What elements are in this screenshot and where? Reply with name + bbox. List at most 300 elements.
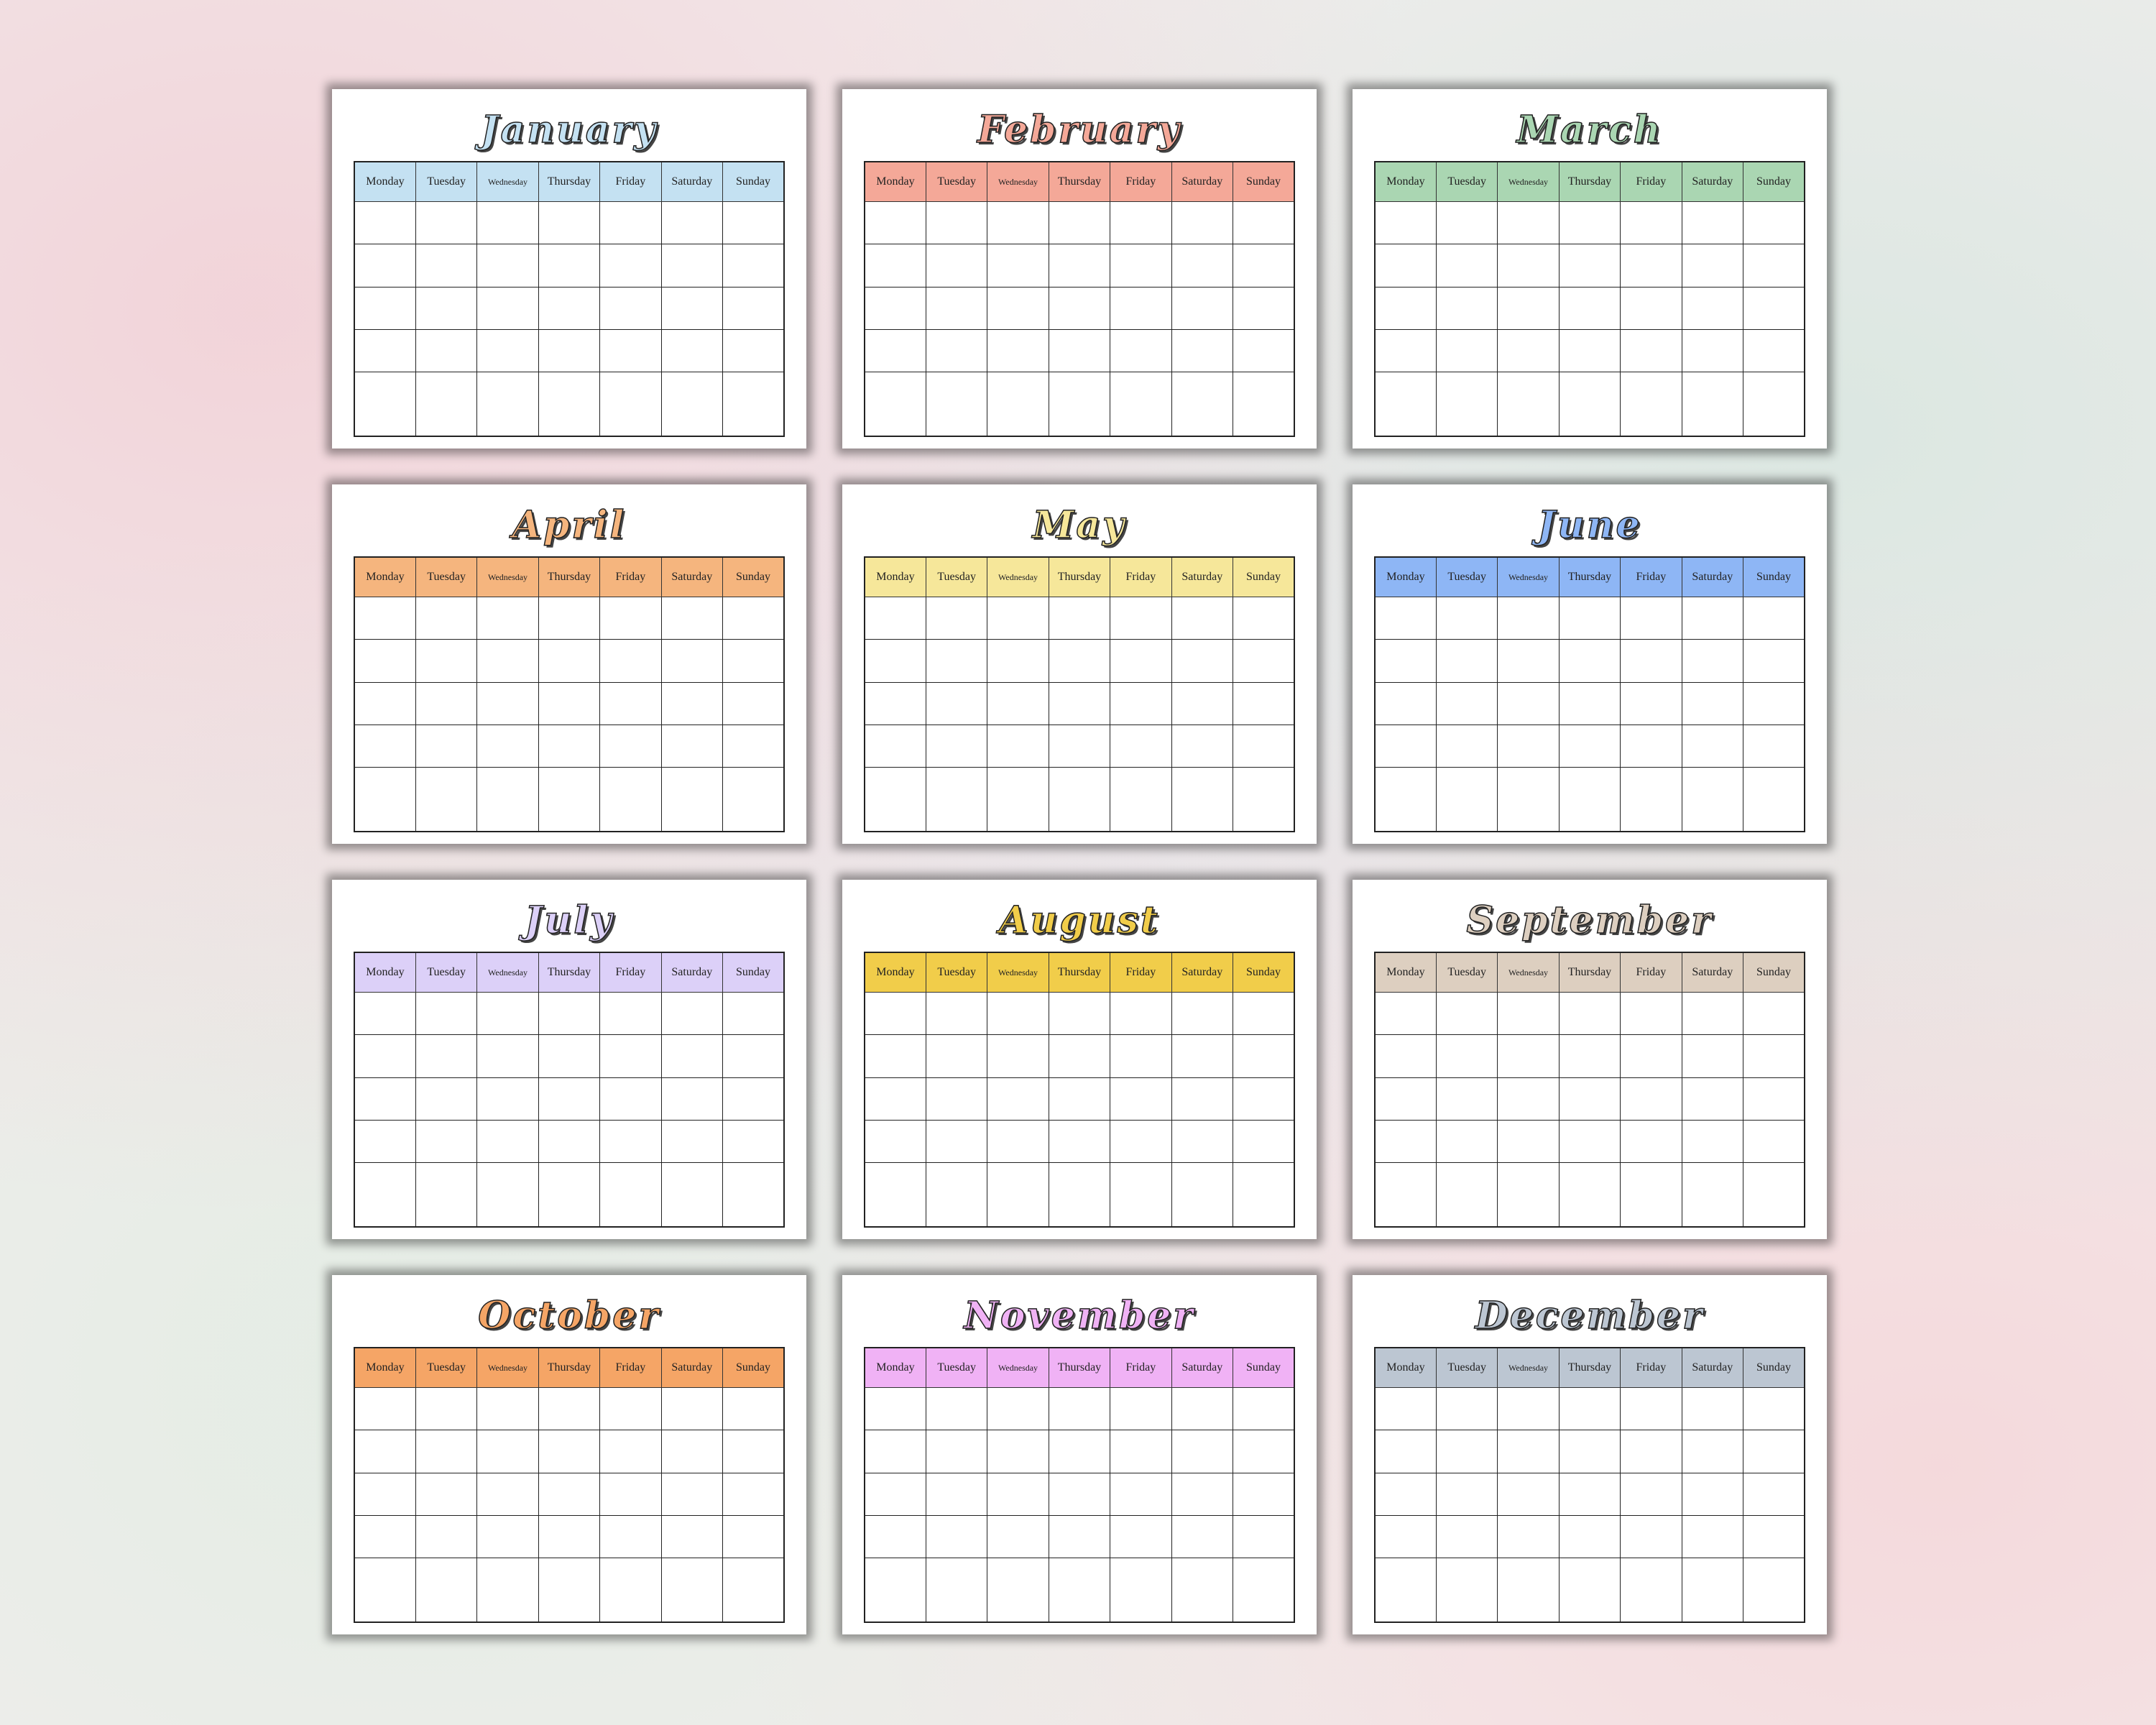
day-cell [1559,244,1620,287]
weekday-header: Saturday [1171,162,1233,202]
weekday-header: Monday [354,952,415,993]
day-cell [723,640,784,682]
day-cell [661,1163,722,1227]
day-cell [1049,1516,1110,1558]
month-sheet [332,880,806,1239]
day-cell [415,202,476,244]
week-row [865,1430,1294,1473]
weekday-header: Friday [1110,1348,1171,1388]
day-cell [477,202,538,244]
day-cell [926,1516,987,1558]
day-cell [1621,597,1682,640]
day-cell [1233,768,1294,832]
day-cell [600,597,661,640]
day-cell [415,1473,476,1515]
week-row [1375,993,1805,1035]
week-row [1375,202,1805,244]
weekday-header: Saturday [1682,162,1743,202]
day-cell [600,287,661,329]
day-cell [1375,597,1436,640]
day-cell [1436,1558,1497,1622]
day-cell [987,202,1049,244]
day-cell [1110,330,1171,372]
day-cell [1375,1388,1436,1430]
day-cell [723,1473,784,1515]
day-cell [415,1388,476,1430]
day-cell [600,330,661,372]
day-cell [1559,1035,1620,1077]
day-cell [987,993,1049,1035]
day-cell [1559,993,1620,1035]
week-row [354,1121,784,1163]
day-cell [1682,768,1743,832]
day-cell [1110,1516,1171,1558]
day-cell [477,330,538,372]
weekday-header: Saturday [661,162,722,202]
day-cell [865,1035,926,1077]
month-sheet [332,89,806,448]
week-row [1375,1077,1805,1120]
day-cell [354,372,415,436]
day-cell [1621,372,1682,436]
day-cell [661,1473,722,1515]
day-cell [1621,1473,1682,1515]
day-cell [661,1077,722,1120]
day-cell [600,244,661,287]
day-cell [1436,993,1497,1035]
weekday-header: Monday [865,557,926,597]
day-cell [1559,1430,1620,1473]
day-cell [600,1121,661,1163]
day-cell [1049,682,1110,724]
week-row [354,1516,784,1558]
day-cell [723,725,784,768]
day-cell [477,1473,538,1515]
weekday-header: Thursday [1559,952,1620,993]
day-cell [1110,1558,1171,1622]
day-cell [926,1558,987,1622]
day-cell [1375,287,1436,329]
day-cell [1110,202,1171,244]
day-cell [1559,682,1620,724]
day-cell [723,372,784,436]
day-cell [987,287,1049,329]
weekday-header: Wednesday [477,557,538,597]
week-row [865,287,1294,329]
day-cell [1233,1163,1294,1227]
weekday-header: Monday [865,1348,926,1388]
day-cell [1498,1121,1559,1163]
day-cell [538,287,599,329]
day-cell [1233,372,1294,436]
day-cell [354,725,415,768]
calendar-table [864,1347,1295,1623]
day-cell [1498,725,1559,768]
weekday-header: Sunday [1233,1348,1294,1388]
week-row [1375,1163,1805,1227]
day-cell [1743,1558,1805,1622]
day-cell [661,1558,722,1622]
weekday-header-row [354,557,784,597]
week-row [865,1121,1294,1163]
day-cell [1110,1388,1171,1430]
day-cell [987,1035,1049,1077]
weekday-header: Monday [1375,1348,1436,1388]
day-cell [1171,372,1233,436]
day-cell [1171,1430,1233,1473]
week-row [865,372,1294,436]
day-cell [1233,1558,1294,1622]
day-cell [723,768,784,832]
day-cell [354,1473,415,1515]
day-cell [1559,1163,1620,1227]
calendar-table [864,161,1295,437]
day-cell [477,287,538,329]
day-cell [1375,768,1436,832]
day-cell [415,725,476,768]
day-cell [1233,244,1294,287]
day-cell [1110,725,1171,768]
day-cell [1682,1388,1743,1430]
weekday-header: Tuesday [1436,952,1497,993]
day-cell [1110,682,1171,724]
week-row [354,768,784,832]
weekday-header: Friday [1621,557,1682,597]
day-cell [354,1121,415,1163]
day-cell [1171,993,1233,1035]
day-cell [354,287,415,329]
week-row [865,682,1294,724]
day-cell [477,244,538,287]
day-cell [865,1077,926,1120]
weekday-header-row [354,1348,784,1388]
day-cell [1233,287,1294,329]
day-cell [1233,682,1294,724]
day-cell [600,202,661,244]
calendar-table [354,161,785,437]
day-cell [1621,1077,1682,1120]
day-cell [1498,330,1559,372]
day-cell [415,372,476,436]
day-cell [1682,1558,1743,1622]
day-cell [538,330,599,372]
day-cell [987,1558,1049,1622]
day-cell [661,330,722,372]
day-cell [1436,1516,1497,1558]
day-cell [723,682,784,724]
day-cell [1498,1035,1559,1077]
day-cell [1171,330,1233,372]
day-cell [987,1473,1049,1515]
day-cell [600,1430,661,1473]
day-cell [926,768,987,832]
weekday-header-row [1375,1348,1805,1388]
weekday-header-row [354,162,784,202]
day-cell [1436,1430,1497,1473]
day-cell [354,682,415,724]
day-cell [723,330,784,372]
day-cell [865,1388,926,1430]
weekday-header: Thursday [1049,1348,1110,1388]
day-cell [1049,330,1110,372]
calendar-table [1374,556,1805,832]
weekday-header: Sunday [723,952,784,993]
weekday-header-row [1375,162,1805,202]
day-cell [926,725,987,768]
day-cell [1049,1558,1110,1622]
day-cell [1559,1516,1620,1558]
weekday-header: Saturday [1171,557,1233,597]
day-cell [1621,1388,1682,1430]
day-cell [538,993,599,1035]
day-cell [926,372,987,436]
day-cell [1559,640,1620,682]
weekday-header: Tuesday [1436,162,1497,202]
weekday-header: Sunday [1743,952,1805,993]
calendar-table [1374,952,1805,1228]
day-cell [477,1558,538,1622]
day-cell [1743,725,1805,768]
weekday-header: Saturday [1682,1348,1743,1388]
day-cell [1559,725,1620,768]
day-cell [1375,993,1436,1035]
day-cell [987,1516,1049,1558]
day-cell [1171,597,1233,640]
day-cell [1682,330,1743,372]
day-cell [1049,244,1110,287]
weekday-header: Friday [1110,952,1171,993]
week-row [1375,1388,1805,1430]
week-row [354,372,784,436]
week-row [1375,725,1805,768]
day-cell [1375,1121,1436,1163]
day-cell [987,372,1049,436]
week-row [354,287,784,329]
day-cell [1110,1473,1171,1515]
day-cell [865,1121,926,1163]
day-cell [1233,597,1294,640]
day-cell [1110,1121,1171,1163]
day-cell [987,1077,1049,1120]
day-cell [1743,1035,1805,1077]
day-cell [415,1516,476,1558]
day-cell [1621,682,1682,724]
calendar-table [354,952,785,1228]
day-cell [1436,1388,1497,1430]
day-cell [354,597,415,640]
month-title: February [977,108,1182,152]
day-cell [1498,372,1559,436]
day-cell [1375,725,1436,768]
day-cell [1743,640,1805,682]
day-cell [1743,1388,1805,1430]
weekday-header: Tuesday [415,557,476,597]
day-cell [661,1121,722,1163]
day-cell [354,1077,415,1120]
day-cell [1498,1473,1559,1515]
day-cell [1498,1430,1559,1473]
day-cell [1375,1558,1436,1622]
month-title: September [1466,898,1713,942]
day-cell [1559,1121,1620,1163]
day-cell [354,1430,415,1473]
day-cell [1682,372,1743,436]
day-cell [1171,1388,1233,1430]
weekday-header: Friday [600,557,661,597]
day-cell [538,372,599,436]
week-row [354,1388,784,1430]
day-cell [865,725,926,768]
day-cell [1375,1516,1436,1558]
day-cell [1049,1077,1110,1120]
week-row [865,993,1294,1035]
day-cell [661,597,722,640]
day-cell [926,597,987,640]
day-cell [415,1163,476,1227]
calendar-table [354,556,785,832]
weekday-header: Saturday [661,952,722,993]
weekday-header: Thursday [538,557,599,597]
weekday-header: Tuesday [926,162,987,202]
day-cell [926,1163,987,1227]
weekday-header-row [1375,557,1805,597]
week-row [354,1077,784,1120]
day-cell [661,287,722,329]
weekday-header-row [865,952,1294,993]
weekday-header-row [865,162,1294,202]
day-cell [1621,287,1682,329]
day-cell [926,244,987,287]
day-cell [477,1388,538,1430]
day-cell [600,1035,661,1077]
day-cell [1171,725,1233,768]
day-cell [1049,640,1110,682]
day-cell [723,1516,784,1558]
day-cell [926,1121,987,1163]
day-cell [600,372,661,436]
day-cell [1375,1163,1436,1227]
day-cell [1436,372,1497,436]
day-cell [538,640,599,682]
day-cell [1498,682,1559,724]
day-cell [354,1516,415,1558]
day-cell [538,202,599,244]
day-cell [1436,640,1497,682]
day-cell [1233,993,1294,1035]
day-cell [1498,244,1559,287]
weekday-header: Wednesday [987,952,1049,993]
weekday-header: Monday [354,557,415,597]
day-cell [1743,1077,1805,1120]
day-cell [1682,1516,1743,1558]
week-row [865,1163,1294,1227]
day-cell [1110,372,1171,436]
weekday-header: Saturday [1171,952,1233,993]
day-cell [1049,1121,1110,1163]
day-cell [538,1473,599,1515]
day-cell [987,1163,1049,1227]
day-cell [661,1516,722,1558]
month-title: May [1032,503,1127,547]
month-title: April [512,503,627,547]
week-row [354,244,784,287]
weekday-header: Wednesday [1498,557,1559,597]
week-row [354,1035,784,1077]
day-cell [1049,725,1110,768]
day-cell [1049,1163,1110,1227]
day-cell [477,372,538,436]
month-sheet [842,1275,1317,1634]
month-title: January [480,108,658,152]
day-cell [1682,202,1743,244]
day-cell [987,1121,1049,1163]
day-cell [1559,372,1620,436]
day-cell [1233,725,1294,768]
day-cell [1743,597,1805,640]
day-cell [1436,1163,1497,1227]
day-cell [477,597,538,640]
day-cell [926,1388,987,1430]
day-cell [1171,1035,1233,1077]
day-cell [1375,1473,1436,1515]
day-cell [1743,1121,1805,1163]
day-cell [1743,993,1805,1035]
week-row [865,1035,1294,1077]
weekday-header: Thursday [1049,557,1110,597]
month-sheet [1353,484,1827,844]
day-cell [538,1035,599,1077]
week-row [354,682,784,724]
day-cell [661,640,722,682]
day-cell [1498,1163,1559,1227]
day-cell [1621,768,1682,832]
day-cell [1375,682,1436,724]
day-cell [600,1163,661,1227]
day-cell [865,330,926,372]
month-sheet [842,880,1317,1239]
day-cell [415,244,476,287]
day-cell [865,682,926,724]
day-cell [865,372,926,436]
day-cell [1436,682,1497,724]
calendar-grid [332,89,1827,1634]
day-cell [661,768,722,832]
day-cell [865,244,926,287]
day-cell [1743,768,1805,832]
day-cell [354,1035,415,1077]
day-cell [415,1430,476,1473]
month-title: August [999,898,1160,942]
day-cell [354,993,415,1035]
month-sheet [332,484,806,844]
week-row [865,202,1294,244]
day-cell [926,682,987,724]
week-row [1375,640,1805,682]
day-cell [1682,1035,1743,1077]
day-cell [1743,1473,1805,1515]
day-cell [1436,1077,1497,1120]
day-cell [600,682,661,724]
day-cell [415,768,476,832]
weekday-header: Friday [600,952,661,993]
day-cell [926,1035,987,1077]
day-cell [477,1035,538,1077]
month-title: March [1516,108,1663,152]
month-sheet [1353,1275,1827,1634]
day-cell [477,768,538,832]
week-row [354,597,784,640]
weekday-header: Tuesday [415,162,476,202]
